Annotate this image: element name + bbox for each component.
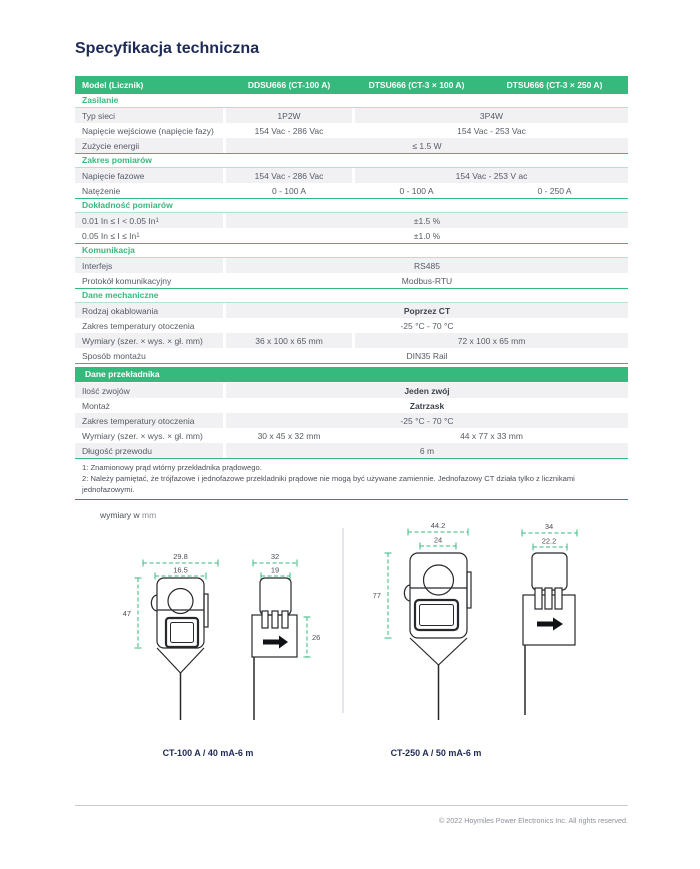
dimensions-note-prefix: wymiary w xyxy=(100,510,140,520)
row-value: 6 m xyxy=(226,443,628,458)
row-value: 44 x 77 x 33 mm xyxy=(460,430,523,441)
row-value: DIN35 Rail xyxy=(406,350,448,361)
row-label-text: Wymiary (szer. × wys. × gł. mm) xyxy=(82,335,203,346)
table-section xyxy=(75,198,628,243)
table-row xyxy=(75,123,628,138)
row-value: -25 °C - 70 °C xyxy=(400,320,454,331)
table-row xyxy=(75,258,628,273)
table-row xyxy=(75,228,628,243)
row-value: 0 - 100 A xyxy=(399,185,434,196)
current-direction-arrow-icon xyxy=(537,618,563,631)
row-label xyxy=(75,413,223,428)
section-title: Komunikacja xyxy=(75,243,628,258)
row-value: -25 °C - 70 °C xyxy=(226,413,628,428)
row-label-text: Napięcie fazowe xyxy=(82,170,145,181)
table-row xyxy=(75,318,628,333)
row-value: 154 Vac - 286 Vac xyxy=(226,168,352,183)
row-label-text: Wymiary (szer. × wys. × gł. mm) xyxy=(82,430,203,441)
table-section xyxy=(75,288,628,363)
section-title: Dane mechaniczne xyxy=(75,288,628,303)
dim-left-side-height: 26 xyxy=(312,633,321,642)
table-section xyxy=(75,363,628,458)
row-value: 154 Vac - 253 V ac xyxy=(355,168,628,183)
row-value: Jeden zwój xyxy=(226,383,628,398)
table-row xyxy=(75,273,628,288)
row-label-text: Rodzaj okablowania xyxy=(82,305,159,316)
column-header-dtsu666-100: DTSU666 (CT-3 × 100 A) xyxy=(368,79,465,90)
section-title: Zakres pomiarów xyxy=(75,153,628,168)
footnote-line: 2: Należy pamiętać, że trójfazowe i jednofazowe przekladniki prądowe nie mogą być używane zamiennie. Jednofazowy CT działa tylko z licznikami jednofazowymi. xyxy=(82,474,575,494)
row-label xyxy=(75,108,223,123)
row-value: ±1.0 % xyxy=(413,230,441,241)
row-label-text: Protokół komunikacyjny xyxy=(82,275,172,286)
table-header-row xyxy=(75,76,628,93)
row-label-text: Interfejs xyxy=(82,260,113,271)
table-body xyxy=(75,93,628,458)
row-value: RS485 xyxy=(226,258,628,273)
row-value: ±1.5 % xyxy=(226,213,628,228)
dim-left-front-outer-width: 29.8 xyxy=(173,552,188,561)
row-value: Poprzez CT xyxy=(226,303,628,318)
row-label-text: Montaż xyxy=(82,400,110,411)
row-value: 0 - 100 A xyxy=(271,185,307,196)
row-label-text: Sposób montażu xyxy=(82,350,146,361)
ct250-side-view xyxy=(523,553,575,715)
dim-right-side-outer-width: 34 xyxy=(544,522,554,531)
ct100-front-view xyxy=(151,578,208,720)
row-label xyxy=(75,383,223,398)
row-value: 154 Vac - 286 Vac xyxy=(254,125,324,136)
table-row xyxy=(75,348,628,363)
table-section xyxy=(75,153,628,198)
ct100-label: CT-100 A / 40 mA-6 m xyxy=(162,748,254,758)
row-label-text: 0.01 In ≤ I < 0.05 In xyxy=(82,215,156,226)
row-label xyxy=(75,123,223,138)
dim-right-front-outer-width: 44.2 xyxy=(430,521,446,530)
dim-left-side-outer-width: 32 xyxy=(270,552,280,561)
table-row xyxy=(75,108,628,123)
table-row xyxy=(75,138,628,153)
ct250-label: CT-250 A / 50 mA-6 m xyxy=(390,748,482,758)
table-row xyxy=(75,443,628,458)
row-label xyxy=(75,258,223,273)
ct100-side-view xyxy=(252,578,297,720)
dim-left-side-inner-width: 19 xyxy=(270,565,280,575)
dimensions-note-unit: mm xyxy=(142,510,157,520)
row-label-text: Długość przewodu xyxy=(82,445,152,456)
row-value: 1P2W xyxy=(226,108,352,123)
row-label xyxy=(75,273,223,288)
row-label-text: Typ sieci xyxy=(82,110,116,121)
table-row xyxy=(75,398,628,413)
ct250-front-view xyxy=(404,553,471,720)
section-title: Zasilanie xyxy=(75,93,628,108)
row-label-text: Napięcie wejściowe (napięcie fazy) xyxy=(82,125,214,136)
table-row xyxy=(75,168,628,183)
row-label-text: Zakres temperatury otoczenia xyxy=(82,320,195,331)
dim-right-side-inner-width: 22.2 xyxy=(541,536,557,546)
row-label-text: 0.05 In ≤ I ≤ In xyxy=(82,230,137,241)
table-row xyxy=(75,383,628,398)
row-value: 36 x 100 x 65 mm xyxy=(226,333,352,348)
column-header-ddsu666: DDSU666 (CT-100 A) xyxy=(247,79,331,90)
dim-left-front-inner-width: 16.5 xyxy=(173,565,188,575)
row-label xyxy=(75,168,223,183)
table-row xyxy=(75,303,628,318)
dim-right-front-height: 77 xyxy=(372,591,381,600)
row-label xyxy=(75,318,223,333)
column-header-dtsu666-250: DTSU666 (CT-3 × 250 A) xyxy=(506,79,603,90)
section-title: Dokładność pomiarów xyxy=(75,198,628,213)
row-label-text: Zakres temperatury otoczenia xyxy=(82,415,195,426)
row-label xyxy=(75,303,223,318)
dim-right-front-inner-width: 24 xyxy=(433,535,443,545)
row-value: 154 Vac - 253 Vac xyxy=(457,125,526,136)
dim-left-front-height: 47 xyxy=(122,609,131,618)
table-row xyxy=(75,183,628,198)
footnote-line: 1: Znamionowy prąd wtórny przekładnika prądowego. xyxy=(82,463,262,472)
ct-dimension-drawings xyxy=(75,515,628,747)
row-label xyxy=(75,428,223,443)
spec-table xyxy=(75,76,628,500)
row-label xyxy=(75,138,223,153)
row-label: 0.01 In ≤ I < 0.05 In 1 xyxy=(75,213,223,228)
footer-copyright: © 2022 Hoymiles Power Electronics Inc. All rights reserved. xyxy=(438,816,628,825)
row-label-text: Zużycie energii xyxy=(82,140,140,151)
table-section xyxy=(75,243,628,288)
current-direction-arrow-icon xyxy=(263,636,288,649)
row-value: 30 x 45 x 32 mm xyxy=(257,430,321,441)
row-value: 0 - 250 A xyxy=(537,185,572,196)
row-label xyxy=(75,333,223,348)
row-label-text: Ilość zwojów xyxy=(82,385,130,396)
row-value: Zatrzask xyxy=(409,400,445,411)
row-label xyxy=(75,443,223,458)
section-title: Dane przekładnika xyxy=(75,367,628,382)
table-section xyxy=(75,93,628,153)
table-row xyxy=(75,333,628,348)
footer-divider xyxy=(75,805,628,806)
table-row xyxy=(75,413,628,428)
row-value: 3P4W xyxy=(355,108,628,123)
row-label-text: Natężenie xyxy=(82,185,121,196)
row-label xyxy=(75,348,223,363)
page-title: Specyfikacja techniczna xyxy=(75,40,260,57)
footnotes xyxy=(75,458,628,500)
row-value: ≤ 1.5 W xyxy=(226,138,628,153)
row-label: 0.05 In ≤ I ≤ In 1 xyxy=(82,230,140,241)
row-value: Modbus-RTU xyxy=(401,275,453,286)
row-label xyxy=(75,183,223,198)
column-header-model: Model (Licznik) xyxy=(82,79,144,90)
row-label xyxy=(75,398,223,413)
table-row xyxy=(75,428,628,443)
row-value: 72 x 100 x 65 mm xyxy=(355,333,628,348)
table-row xyxy=(75,213,628,228)
